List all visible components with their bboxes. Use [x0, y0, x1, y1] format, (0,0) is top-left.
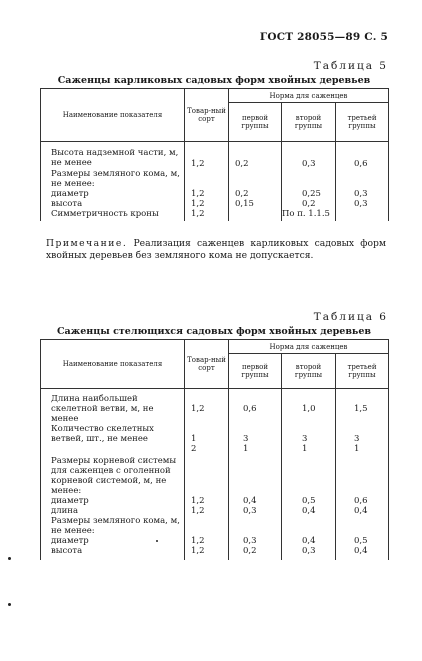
row-v2: 0,3: [282, 142, 336, 170]
table5-head-g3: третьей группы: [336, 103, 389, 142]
row-v1: 0,3: [229, 506, 282, 516]
table5-note: [46, 238, 386, 262]
row-v2: По п. 1.1.5: [282, 209, 336, 221]
note-text: Реализация саженцев карликовых садовых форм хвойных деревьев без земляного кома не допускается.: [46, 238, 387, 261]
row-name: Размеры земляного кома, м, не менее:: [41, 169, 185, 189]
row-name: Размеры корневой системы для саженцев с оголенной корневой системой, м, не менее:: [41, 456, 185, 496]
row-v2: 0,4: [282, 506, 336, 516]
table5-label: Таблица 5: [313, 60, 388, 72]
table6-head-name: Наименование показателя: [41, 340, 185, 389]
table-row: [41, 516, 389, 536]
table6-head-g2: второй группы: [282, 354, 336, 389]
row-v3: 0,5: [336, 536, 389, 546]
table-row: [41, 389, 389, 425]
note-lead: Примечание.: [46, 238, 128, 249]
row-v1: 0,4: [229, 496, 282, 506]
scan-mark: [156, 540, 158, 542]
row-v2: 3 1: [282, 424, 336, 456]
row-v1: 0,3: [229, 536, 282, 546]
table-row: [41, 199, 389, 209]
table5: [40, 88, 389, 221]
row-sort: 1,2: [185, 142, 229, 170]
table-row: [41, 209, 389, 221]
table6: [40, 339, 389, 560]
table-row: [41, 142, 389, 170]
row-name: Длина наибольшей скелетной ветви, м, не менее: [41, 389, 185, 425]
row-name: высота: [41, 546, 185, 560]
row-sort: 1 2: [185, 424, 229, 456]
scan-mark: [8, 557, 11, 560]
table5-head-norm: Норма для саженцев: [229, 89, 389, 103]
row-sort: 1,2: [185, 496, 229, 506]
table6-label: Таблица 6: [313, 311, 388, 323]
row-name: Размеры земляного кома, м, не менее:: [41, 516, 185, 536]
table-row: [41, 189, 389, 199]
table6-head-sort: Товар-ный сорт: [185, 340, 229, 389]
row-sort: 1,2: [185, 536, 229, 546]
table6-head-norm: Норма для саженцев: [229, 340, 389, 354]
row-sort: 1,2: [185, 389, 229, 425]
row-v3: 0,4: [336, 546, 389, 560]
row-v3: [336, 209, 389, 221]
row-v1: 0,2: [229, 546, 282, 560]
row-sort: 1,2: [185, 546, 229, 560]
row-sort: 1,2: [185, 209, 229, 221]
row-v2: 0,2: [282, 199, 336, 209]
row-v1: 0,2: [229, 189, 282, 199]
row-v3: 0,3: [336, 199, 389, 209]
row-name: Симметричность кроны: [41, 209, 185, 221]
row-name: диаметр: [41, 536, 185, 546]
row-v1: 3 1: [229, 424, 282, 456]
row-v1: 0,15: [229, 199, 282, 209]
row-sort: 1,2: [185, 189, 229, 199]
row-v1: 0,2: [229, 142, 282, 170]
row-v2: 1,0: [282, 389, 336, 425]
row-v2: 0,3: [282, 546, 336, 560]
row-name: диаметр: [41, 189, 185, 199]
table-row: [41, 456, 389, 496]
row-v3: 0,6: [336, 496, 389, 506]
row-sort: 1,2: [185, 506, 229, 516]
row-v2: 0,25: [282, 189, 336, 199]
row-v2: 0,5: [282, 496, 336, 506]
row-name: Количество скелетных ветвей, шт., не менее: [41, 424, 185, 456]
table6-head-g3: третьей группы: [336, 354, 389, 389]
table5-head-sort: Товар-ный сорт: [185, 89, 229, 142]
scan-mark: [8, 603, 11, 606]
table6-title: Саженцы стелющихся садовых форм хвойных деревьев: [56, 326, 372, 337]
table-row: [41, 536, 389, 546]
row-v3: 1,5: [336, 389, 389, 425]
table5-head-g2: второй группы: [282, 103, 336, 142]
row-v2: 0,4: [282, 536, 336, 546]
table-row: [41, 496, 389, 506]
row-v3: 0,3: [336, 189, 389, 199]
table-row: [41, 169, 389, 189]
row-v1: [229, 209, 282, 221]
row-sort: 1,2: [185, 199, 229, 209]
table-row: [41, 424, 389, 456]
table-row: [41, 506, 389, 516]
table5-head-name: Наименование показателя: [41, 89, 185, 142]
row-name: Высота надземной части, м, не менее: [41, 142, 185, 170]
row-name: высота: [41, 199, 185, 209]
page-header: ГОСТ 28055—89 С. 5: [259, 31, 388, 43]
table-row: [41, 546, 389, 560]
table5-head-g1: первой группы: [229, 103, 282, 142]
table5-title: Саженцы карликовых садовых форм хвойных деревьев: [57, 75, 371, 86]
row-v3: 3 1: [336, 424, 389, 456]
row-v3: 0,6: [336, 142, 389, 170]
row-name: диаметр: [41, 496, 185, 506]
row-v1: 0,6: [229, 389, 282, 425]
table6-head-g1: первой группы: [229, 354, 282, 389]
row-v3: 0,4: [336, 506, 389, 516]
row-name: длина: [41, 506, 185, 516]
